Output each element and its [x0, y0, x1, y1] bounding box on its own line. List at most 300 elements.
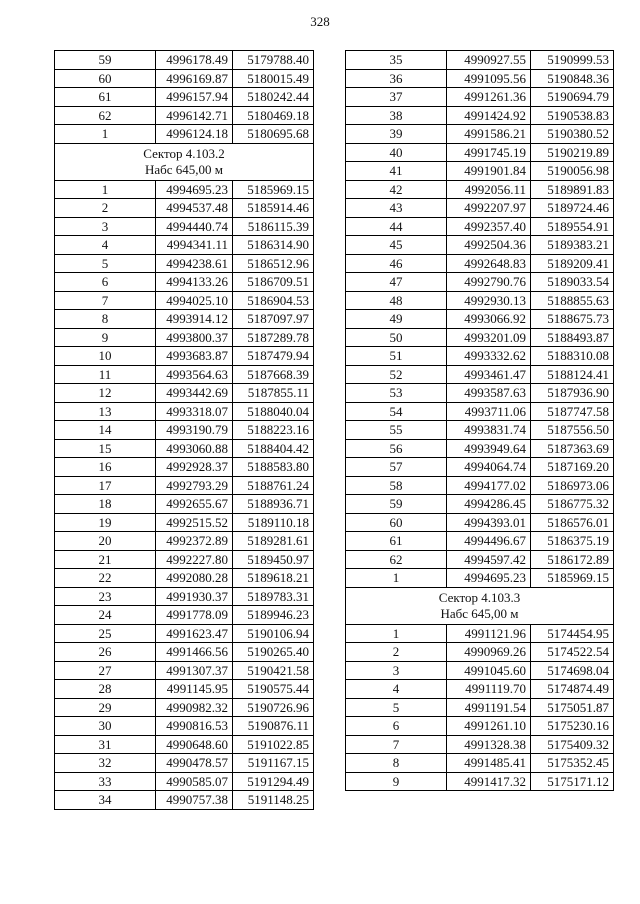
point-number-cell: 10: [55, 347, 156, 366]
table-row: [346, 236, 614, 255]
x-coordinate-cell: 4991745.19: [447, 143, 531, 162]
x-coordinate-cell: 4991119.70: [447, 680, 531, 699]
table-row: [55, 421, 314, 440]
y-coordinate-cell: 5190726.96: [233, 698, 314, 717]
y-coordinate-cell: 5188124.41: [531, 365, 614, 384]
table-row: [346, 310, 614, 329]
sector-title: Сектор 4.103.3: [438, 589, 521, 605]
y-coordinate-cell: 5174874.49: [531, 680, 614, 699]
point-number-cell: 62: [346, 550, 447, 569]
point-number-cell: 53: [346, 384, 447, 403]
x-coordinate-cell: 4994393.01: [447, 513, 531, 532]
y-coordinate-cell: 5191294.49: [233, 772, 314, 791]
x-coordinate-cell: 4993711.06: [447, 402, 531, 421]
y-coordinate-cell: 5190106.94: [233, 624, 314, 643]
coordinates-table-right: [345, 50, 614, 791]
y-coordinate-cell: 5174454.95: [531, 624, 614, 643]
table-row: [346, 328, 614, 347]
point-number-cell: 44: [346, 217, 447, 236]
y-coordinate-cell: 5186709.51: [233, 273, 314, 292]
x-coordinate-cell: 4992930.13: [447, 291, 531, 310]
y-coordinate-cell: 5187289.78: [233, 328, 314, 347]
y-coordinate-cell: 5180469.18: [233, 106, 314, 125]
point-number-cell: 30: [55, 717, 156, 736]
point-number-cell: 57: [346, 458, 447, 477]
x-coordinate-cell: 4990478.57: [156, 754, 233, 773]
y-coordinate-cell: 5180695.68: [233, 125, 314, 144]
x-coordinate-cell: 4991307.37: [156, 661, 233, 680]
y-coordinate-cell: 5188223.16: [233, 421, 314, 440]
y-coordinate-cell: 5186576.01: [531, 513, 614, 532]
point-number-cell: 34: [55, 791, 156, 810]
y-coordinate-cell: 5188040.04: [233, 402, 314, 421]
table-row: [55, 365, 314, 384]
table-row: [346, 273, 614, 292]
table-row: [346, 402, 614, 421]
table-row: [55, 458, 314, 477]
point-number-cell: 33: [55, 772, 156, 791]
point-number-cell: 36: [346, 69, 447, 88]
x-coordinate-cell: 4994440.74: [156, 217, 233, 236]
x-coordinate-cell: 4991424.92: [447, 106, 531, 125]
y-coordinate-cell: 5188675.73: [531, 310, 614, 329]
y-coordinate-cell: 5186375.19: [531, 532, 614, 551]
table-row: [346, 69, 614, 88]
x-coordinate-cell: 4993442.69: [156, 384, 233, 403]
table-row: [55, 310, 314, 329]
point-number-cell: 40: [346, 143, 447, 162]
x-coordinate-cell: 4993332.62: [447, 347, 531, 366]
point-number-cell: 59: [346, 495, 447, 514]
page-number: 328: [310, 14, 330, 29]
y-coordinate-cell: 5189033.54: [531, 273, 614, 292]
table-row: [346, 717, 614, 736]
x-coordinate-cell: 4994177.02: [447, 476, 531, 495]
point-number-cell: 2: [55, 199, 156, 218]
x-coordinate-cell: 4991045.60: [447, 661, 531, 680]
table-row: [55, 51, 314, 70]
y-coordinate-cell: 5189110.18: [233, 513, 314, 532]
y-coordinate-cell: 5189783.31: [233, 587, 314, 606]
point-number-cell: 46: [346, 254, 447, 273]
table-row: [55, 273, 314, 292]
x-coordinate-cell: 4990927.55: [447, 51, 531, 70]
sector-header: [55, 143, 314, 180]
y-coordinate-cell: 5190694.79: [531, 88, 614, 107]
point-number-cell: 8: [346, 754, 447, 773]
y-coordinate-cell: 5190421.58: [233, 661, 314, 680]
y-coordinate-cell: 5190538.83: [531, 106, 614, 125]
y-coordinate-cell: 5190575.44: [233, 680, 314, 699]
table-row: [346, 162, 614, 181]
point-number-cell: 42: [346, 180, 447, 199]
y-coordinate-cell: 5188855.63: [531, 291, 614, 310]
x-coordinate-cell: 4993587.63: [447, 384, 531, 403]
point-number-cell: 2: [346, 643, 447, 662]
table-row: [346, 772, 614, 791]
table-row: [346, 680, 614, 699]
point-number-cell: 61: [55, 88, 156, 107]
x-coordinate-cell: 4993066.92: [447, 310, 531, 329]
point-number-cell: 27: [55, 661, 156, 680]
table-row: [55, 606, 314, 625]
table-row: [346, 217, 614, 236]
point-number-cell: 47: [346, 273, 447, 292]
sector-title: Сектор 4.103.2: [143, 145, 225, 161]
y-coordinate-cell: 5187556.50: [531, 421, 614, 440]
table-row: [346, 458, 614, 477]
y-coordinate-cell: 5187097.97: [233, 310, 314, 329]
table-row: [55, 495, 314, 514]
table-row: [55, 513, 314, 532]
coordinates-table-left: [54, 50, 314, 810]
table-row: [346, 88, 614, 107]
table-row: [346, 384, 614, 403]
point-number-cell: 18: [55, 495, 156, 514]
table-row: [346, 532, 614, 551]
point-number-cell: 37: [346, 88, 447, 107]
y-coordinate-cell: 5188310.08: [531, 347, 614, 366]
y-coordinate-cell: 5189554.91: [531, 217, 614, 236]
point-number-cell: 60: [55, 69, 156, 88]
point-number-cell: 38: [346, 106, 447, 125]
y-coordinate-cell: 5190848.36: [531, 69, 614, 88]
x-coordinate-cell: 4993914.12: [156, 310, 233, 329]
y-coordinate-cell: 5186172.89: [531, 550, 614, 569]
y-coordinate-cell: 5186512.96: [233, 254, 314, 273]
y-coordinate-cell: 5175409.32: [531, 735, 614, 754]
table-row: [346, 143, 614, 162]
x-coordinate-cell: 4993800.37: [156, 328, 233, 347]
point-number-cell: 22: [55, 569, 156, 588]
table-row: [55, 254, 314, 273]
x-coordinate-cell: 4994286.45: [447, 495, 531, 514]
point-number-cell: 9: [55, 328, 156, 347]
y-coordinate-cell: 5190056.98: [531, 162, 614, 181]
y-coordinate-cell: 5189383.21: [531, 236, 614, 255]
point-number-cell: 50: [346, 328, 447, 347]
y-coordinate-cell: 5187169.20: [531, 458, 614, 477]
table-row: [55, 291, 314, 310]
x-coordinate-cell: 4992515.52: [156, 513, 233, 532]
point-number-cell: 1: [346, 624, 447, 643]
x-coordinate-cell: 4990969.26: [447, 643, 531, 662]
x-coordinate-cell: 4992504.36: [447, 236, 531, 255]
table-row: [346, 643, 614, 662]
y-coordinate-cell: 5185914.46: [233, 199, 314, 218]
y-coordinate-cell: 5180242.44: [233, 88, 314, 107]
x-coordinate-cell: 4992056.11: [447, 180, 531, 199]
y-coordinate-cell: 5191167.15: [233, 754, 314, 773]
y-coordinate-cell: 5175230.16: [531, 717, 614, 736]
y-coordinate-cell: 5190876.11: [233, 717, 314, 736]
table-row: [346, 199, 614, 218]
point-number-cell: 24: [55, 606, 156, 625]
x-coordinate-cell: 4993683.87: [156, 347, 233, 366]
x-coordinate-cell: 4993318.07: [156, 402, 233, 421]
point-number-cell: 4: [346, 680, 447, 699]
y-coordinate-cell: 5180015.49: [233, 69, 314, 88]
point-number-cell: 8: [55, 310, 156, 329]
y-coordinate-cell: 5189450.97: [233, 550, 314, 569]
y-coordinate-cell: 5190380.52: [531, 125, 614, 144]
table-row: [55, 624, 314, 643]
point-number-cell: 1: [346, 569, 447, 588]
x-coordinate-cell: 4990982.32: [156, 698, 233, 717]
y-coordinate-cell: 5187479.94: [233, 347, 314, 366]
table-row: [346, 365, 614, 384]
table-row: [346, 291, 614, 310]
table-row: [55, 199, 314, 218]
x-coordinate-cell: 4991466.56: [156, 643, 233, 662]
point-number-cell: 25: [55, 624, 156, 643]
table-row: [55, 550, 314, 569]
table-row: [55, 476, 314, 495]
table-row: [346, 624, 614, 643]
point-number-cell: 3: [55, 217, 156, 236]
x-coordinate-cell: 4992655.67: [156, 495, 233, 514]
table-row: [346, 180, 614, 199]
point-number-cell: 5: [55, 254, 156, 273]
x-coordinate-cell: 4993461.47: [447, 365, 531, 384]
y-coordinate-cell: 5185969.15: [531, 569, 614, 588]
table-row: [55, 439, 314, 458]
point-number-cell: 15: [55, 439, 156, 458]
table-row: [55, 125, 314, 144]
point-number-cell: 16: [55, 458, 156, 477]
table-row: [55, 69, 314, 88]
x-coordinate-cell: 4991261.10: [447, 717, 531, 736]
table-row: [346, 51, 614, 70]
table-row: [55, 384, 314, 403]
point-number-cell: 62: [55, 106, 156, 125]
y-coordinate-cell: 5187936.90: [531, 384, 614, 403]
table-row: [55, 587, 314, 606]
x-coordinate-cell: 4994496.67: [447, 532, 531, 551]
table-row: [346, 495, 614, 514]
table-row: [55, 717, 314, 736]
table-row: [55, 569, 314, 588]
x-coordinate-cell: 4994695.23: [447, 569, 531, 588]
x-coordinate-cell: 4992928.37: [156, 458, 233, 477]
y-coordinate-cell: 5186314.90: [233, 236, 314, 255]
x-coordinate-cell: 4991623.47: [156, 624, 233, 643]
point-number-cell: 35: [346, 51, 447, 70]
y-coordinate-cell: 5186775.32: [531, 495, 614, 514]
x-coordinate-cell: 4992648.83: [447, 254, 531, 273]
y-coordinate-cell: 5187855.11: [233, 384, 314, 403]
point-number-cell: 4: [55, 236, 156, 255]
x-coordinate-cell: 4993201.09: [447, 328, 531, 347]
point-number-cell: 43: [346, 199, 447, 218]
table-row: [55, 661, 314, 680]
x-coordinate-cell: 4992372.89: [156, 532, 233, 551]
y-coordinate-cell: 5179788.40: [233, 51, 314, 70]
x-coordinate-cell: 4990648.60: [156, 735, 233, 754]
point-number-cell: 23: [55, 587, 156, 606]
x-coordinate-cell: 4991095.56: [447, 69, 531, 88]
point-number-cell: 28: [55, 680, 156, 699]
point-number-cell: 6: [346, 717, 447, 736]
x-coordinate-cell: 4992793.29: [156, 476, 233, 495]
x-coordinate-cell: 4994341.11: [156, 236, 233, 255]
table-row: [346, 513, 614, 532]
x-coordinate-cell: 4991145.95: [156, 680, 233, 699]
y-coordinate-cell: 5188493.87: [531, 328, 614, 347]
point-number-cell: 1: [55, 180, 156, 199]
y-coordinate-cell: 5188761.24: [233, 476, 314, 495]
y-coordinate-cell: 5186904.53: [233, 291, 314, 310]
point-number-cell: 58: [346, 476, 447, 495]
x-coordinate-cell: 4992790.76: [447, 273, 531, 292]
point-number-cell: 55: [346, 421, 447, 440]
table-row: [55, 680, 314, 699]
x-coordinate-cell: 4990816.53: [156, 717, 233, 736]
x-coordinate-cell: 4991586.21: [447, 125, 531, 144]
table-row: [55, 735, 314, 754]
table-row: [346, 550, 614, 569]
x-coordinate-cell: 4993831.74: [447, 421, 531, 440]
table-row: [55, 180, 314, 199]
x-coordinate-cell: 4993564.63: [156, 365, 233, 384]
point-number-cell: 7: [346, 735, 447, 754]
x-coordinate-cell: 4993949.64: [447, 439, 531, 458]
point-number-cell: 48: [346, 291, 447, 310]
y-coordinate-cell: 5190265.40: [233, 643, 314, 662]
point-number-cell: 17: [55, 476, 156, 495]
sector-height: Набс 645,00 м: [440, 605, 519, 621]
table-row: [55, 88, 314, 107]
table-row: [55, 328, 314, 347]
x-coordinate-cell: 4994597.42: [447, 550, 531, 569]
x-coordinate-cell: 4991328.38: [447, 735, 531, 754]
x-coordinate-cell: 4994025.10: [156, 291, 233, 310]
x-coordinate-cell: 4992227.80: [156, 550, 233, 569]
point-number-cell: 12: [55, 384, 156, 403]
x-coordinate-cell: 4991930.37: [156, 587, 233, 606]
table-row: [346, 476, 614, 495]
y-coordinate-cell: 5175171.12: [531, 772, 614, 791]
sector-header-row: [346, 587, 614, 624]
point-number-cell: 3: [346, 661, 447, 680]
point-number-cell: 61: [346, 532, 447, 551]
y-coordinate-cell: 5188936.71: [233, 495, 314, 514]
table-row: [55, 698, 314, 717]
x-coordinate-cell: 4993060.88: [156, 439, 233, 458]
table-row: [55, 754, 314, 773]
y-coordinate-cell: 5189724.46: [531, 199, 614, 218]
x-coordinate-cell: 4996157.94: [156, 88, 233, 107]
table-row: [55, 643, 314, 662]
point-number-cell: 45: [346, 236, 447, 255]
point-number-cell: 14: [55, 421, 156, 440]
x-coordinate-cell: 4996169.87: [156, 69, 233, 88]
table-row: [55, 347, 314, 366]
point-number-cell: 11: [55, 365, 156, 384]
x-coordinate-cell: 4991778.09: [156, 606, 233, 625]
x-coordinate-cell: 4990757.38: [156, 791, 233, 810]
sector-header: [346, 587, 614, 624]
x-coordinate-cell: 4996178.49: [156, 51, 233, 70]
point-number-cell: 1: [55, 125, 156, 144]
table-row: [346, 661, 614, 680]
point-number-cell: 39: [346, 125, 447, 144]
table-row: [346, 735, 614, 754]
point-number-cell: 56: [346, 439, 447, 458]
table-row: [346, 439, 614, 458]
point-number-cell: 21: [55, 550, 156, 569]
y-coordinate-cell: 5187747.58: [531, 402, 614, 421]
x-coordinate-cell: 4991485.41: [447, 754, 531, 773]
y-coordinate-cell: 5191022.85: [233, 735, 314, 754]
table-row: [346, 106, 614, 125]
sector-header-row: [55, 143, 314, 180]
y-coordinate-cell: 5175051.87: [531, 698, 614, 717]
y-coordinate-cell: 5189281.61: [233, 532, 314, 551]
x-coordinate-cell: 4994537.48: [156, 199, 233, 218]
x-coordinate-cell: 4994133.26: [156, 273, 233, 292]
point-number-cell: 51: [346, 347, 447, 366]
table-row: [55, 236, 314, 255]
table-row: [55, 791, 314, 810]
y-coordinate-cell: 5188583.80: [233, 458, 314, 477]
table-row: [346, 421, 614, 440]
y-coordinate-cell: 5187668.39: [233, 365, 314, 384]
x-coordinate-cell: 4992207.97: [447, 199, 531, 218]
table-row: [346, 347, 614, 366]
point-number-cell: 6: [55, 273, 156, 292]
y-coordinate-cell: 5191148.25: [233, 791, 314, 810]
x-coordinate-cell: 4994238.61: [156, 254, 233, 273]
x-coordinate-cell: 4992357.40: [447, 217, 531, 236]
y-coordinate-cell: 5186973.06: [531, 476, 614, 495]
table-row: [346, 698, 614, 717]
point-number-cell: 26: [55, 643, 156, 662]
table-row: [55, 217, 314, 236]
point-number-cell: 5: [346, 698, 447, 717]
y-coordinate-cell: 5174522.54: [531, 643, 614, 662]
table-row: [346, 125, 614, 144]
y-coordinate-cell: 5175352.45: [531, 754, 614, 773]
point-number-cell: 29: [55, 698, 156, 717]
point-number-cell: 52: [346, 365, 447, 384]
y-coordinate-cell: 5189946.23: [233, 606, 314, 625]
x-coordinate-cell: 4992080.28: [156, 569, 233, 588]
x-coordinate-cell: 4996124.18: [156, 125, 233, 144]
sector-height: Набс 645,00 м: [144, 161, 224, 177]
table-row: [55, 106, 314, 125]
y-coordinate-cell: 5189618.21: [233, 569, 314, 588]
point-number-cell: 20: [55, 532, 156, 551]
x-coordinate-cell: 4994695.23: [156, 180, 233, 199]
x-coordinate-cell: 4991191.54: [447, 698, 531, 717]
y-coordinate-cell: 5187363.69: [531, 439, 614, 458]
point-number-cell: 54: [346, 402, 447, 421]
x-coordinate-cell: 4991901.84: [447, 162, 531, 181]
y-coordinate-cell: 5186115.39: [233, 217, 314, 236]
x-coordinate-cell: 4993190.79: [156, 421, 233, 440]
point-number-cell: 49: [346, 310, 447, 329]
table-row: [346, 569, 614, 588]
y-coordinate-cell: 5190999.53: [531, 51, 614, 70]
point-number-cell: 7: [55, 291, 156, 310]
y-coordinate-cell: 5190219.89: [531, 143, 614, 162]
point-number-cell: 60: [346, 513, 447, 532]
y-coordinate-cell: 5189891.83: [531, 180, 614, 199]
y-coordinate-cell: 5174698.04: [531, 661, 614, 680]
y-coordinate-cell: 5189209.41: [531, 254, 614, 273]
point-number-cell: 9: [346, 772, 447, 791]
